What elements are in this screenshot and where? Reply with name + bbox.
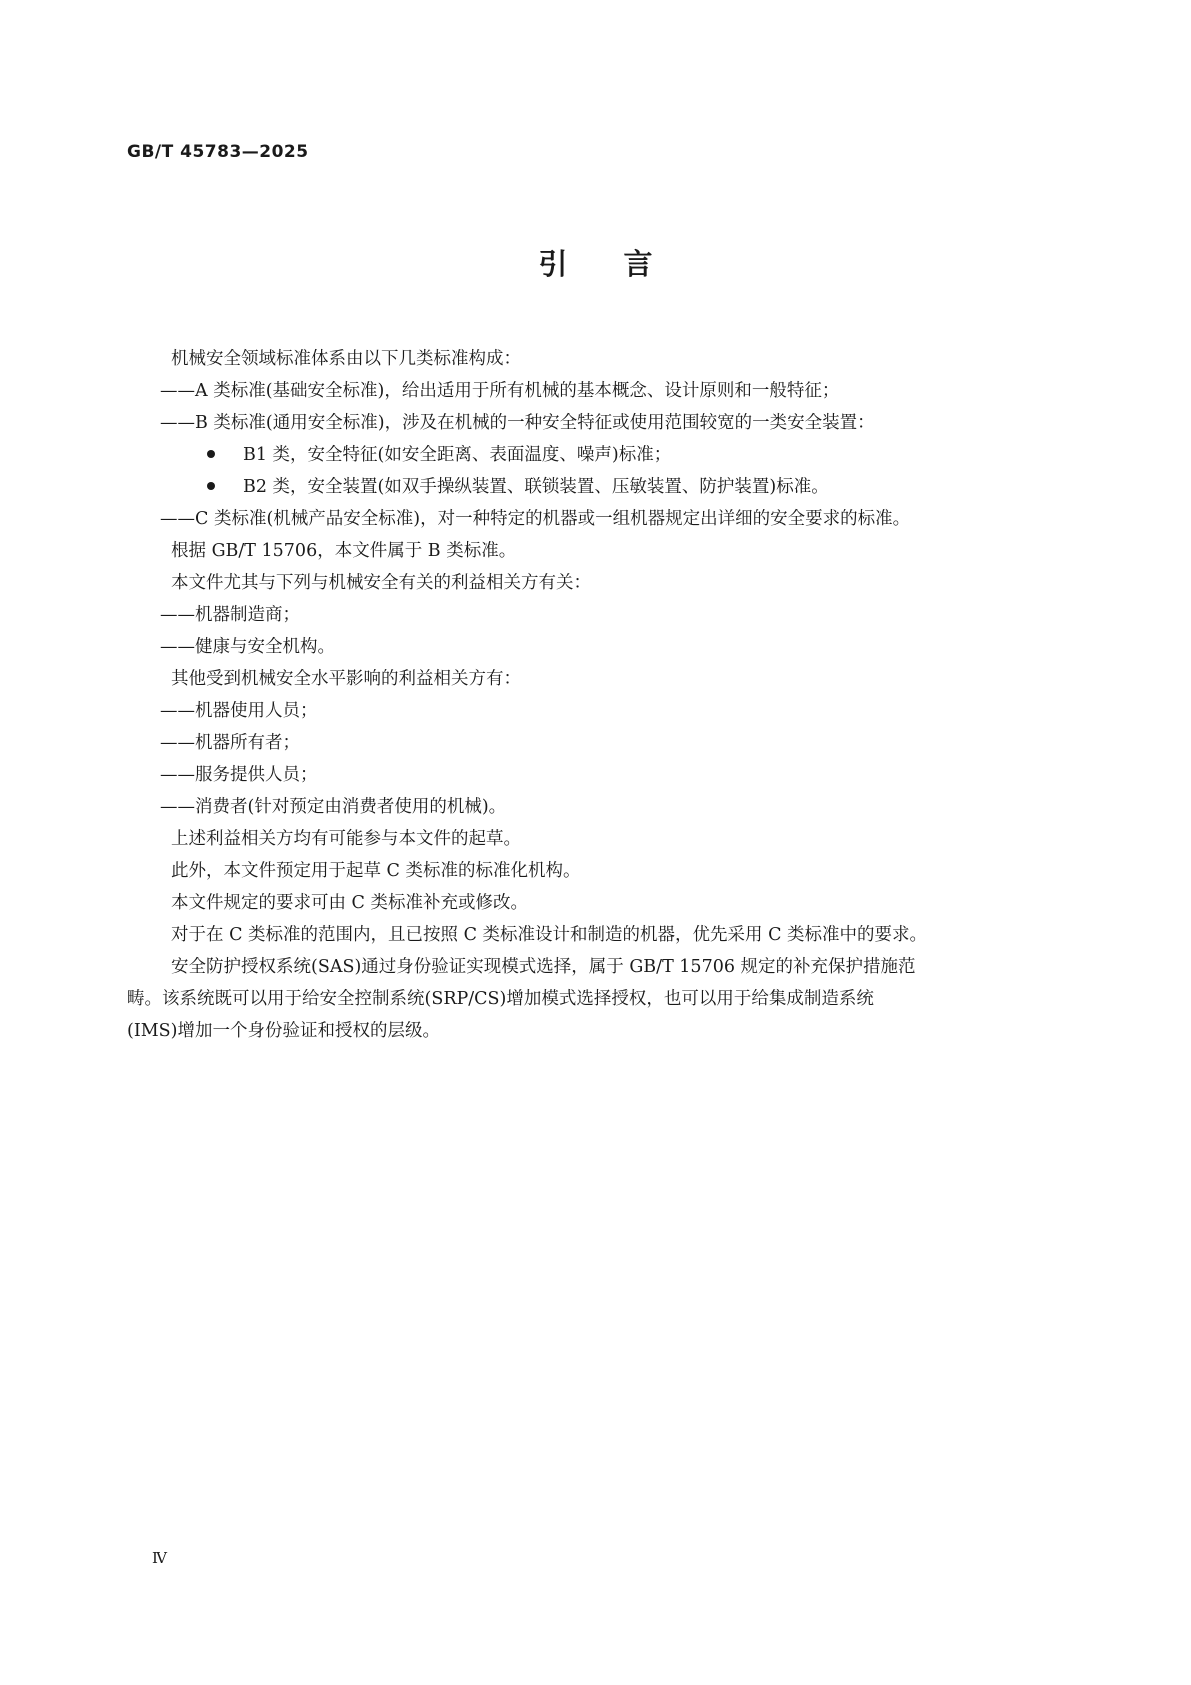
list-item-stakeholder: ——机器制造商； xyxy=(160,605,300,625)
paragraph-sas-line3: (IMS)增加一个身份验证和授权的层级。 xyxy=(127,1021,440,1041)
bullet-text: B1 类，安全特征(如安全距离、表面温度、噪声)标准； xyxy=(243,445,672,465)
paragraph-sas-line1: 安全防护授权系统(SAS)通过身份验证实现模式选择，属于 GB/T 15706 规定的补充保护措施范 xyxy=(171,957,916,977)
bullet-icon xyxy=(207,482,215,490)
basis-line: 根据 GB/T 15706，本文件属于 B 类标准。 xyxy=(171,541,517,561)
page-number: Ⅳ xyxy=(152,1549,167,1567)
bullet-icon xyxy=(207,450,215,458)
others-intro: 其他受到机械安全水平影响的利益相关方有： xyxy=(171,669,521,689)
list-item-other: ——消费者(针对预定由消费者使用的机械)。 xyxy=(160,797,507,817)
intro-line: 机械安全领域标准体系由以下几类标准构成： xyxy=(171,349,521,369)
paragraph-sas-line2: 畴。该系统既可以用于给安全控制系统(SRP/CS)增加模式选择授权，也可以用于给集成制造系统 xyxy=(127,989,874,1009)
paragraph: 对于在 C 类标准的范围内，且已按照 C 类标准设计和制造的机器，优先采用 C 类标准中的要求。 xyxy=(171,925,928,945)
list-item-type-b: ——B 类标准(通用安全标准)，涉及在机械的一种安全特征或使用范围较宽的一类安全装置： xyxy=(160,413,875,433)
standard-number: GB/T 45783—2025 xyxy=(127,142,309,162)
list-item-other: ——机器使用人员； xyxy=(160,701,318,721)
document-body xyxy=(127,343,1059,1047)
list-item-stakeholder: ——健康与安全机构。 xyxy=(160,637,335,657)
list-item-type-c: ——C 类标准(机械产品安全标准)，对一种特定的机器或一组机器规定出详细的安全要求的标准。 xyxy=(160,509,911,529)
paragraph: 上述利益相关方均有可能参与本文件的起草。 xyxy=(171,829,521,849)
bullet-item-b2 xyxy=(167,471,1059,503)
bullet-item-b1 xyxy=(167,439,1059,471)
stakeholders-intro: 本文件尤其与下列与机械安全有关的利益相关方有关： xyxy=(171,573,591,593)
paragraph: 本文件规定的要求可由 C 类标准补充或修改。 xyxy=(171,893,529,913)
list-item-type-a: ——A 类标准(基础安全标准)，给出适用于所有机械的基本概念、设计原则和一般特征； xyxy=(160,381,840,401)
paragraph: 此外，本文件预定用于起草 C 类标准的标准化机构。 xyxy=(171,861,581,881)
list-item-other: ——服务提供人员； xyxy=(160,765,318,785)
bullet-text: B2 类，安全装置(如双手操纵装置、联锁装置、压敏装置、防护装置)标准。 xyxy=(243,477,829,497)
page-title: 引言 xyxy=(538,247,709,281)
list-item-other: ——机器所有者； xyxy=(160,733,300,753)
